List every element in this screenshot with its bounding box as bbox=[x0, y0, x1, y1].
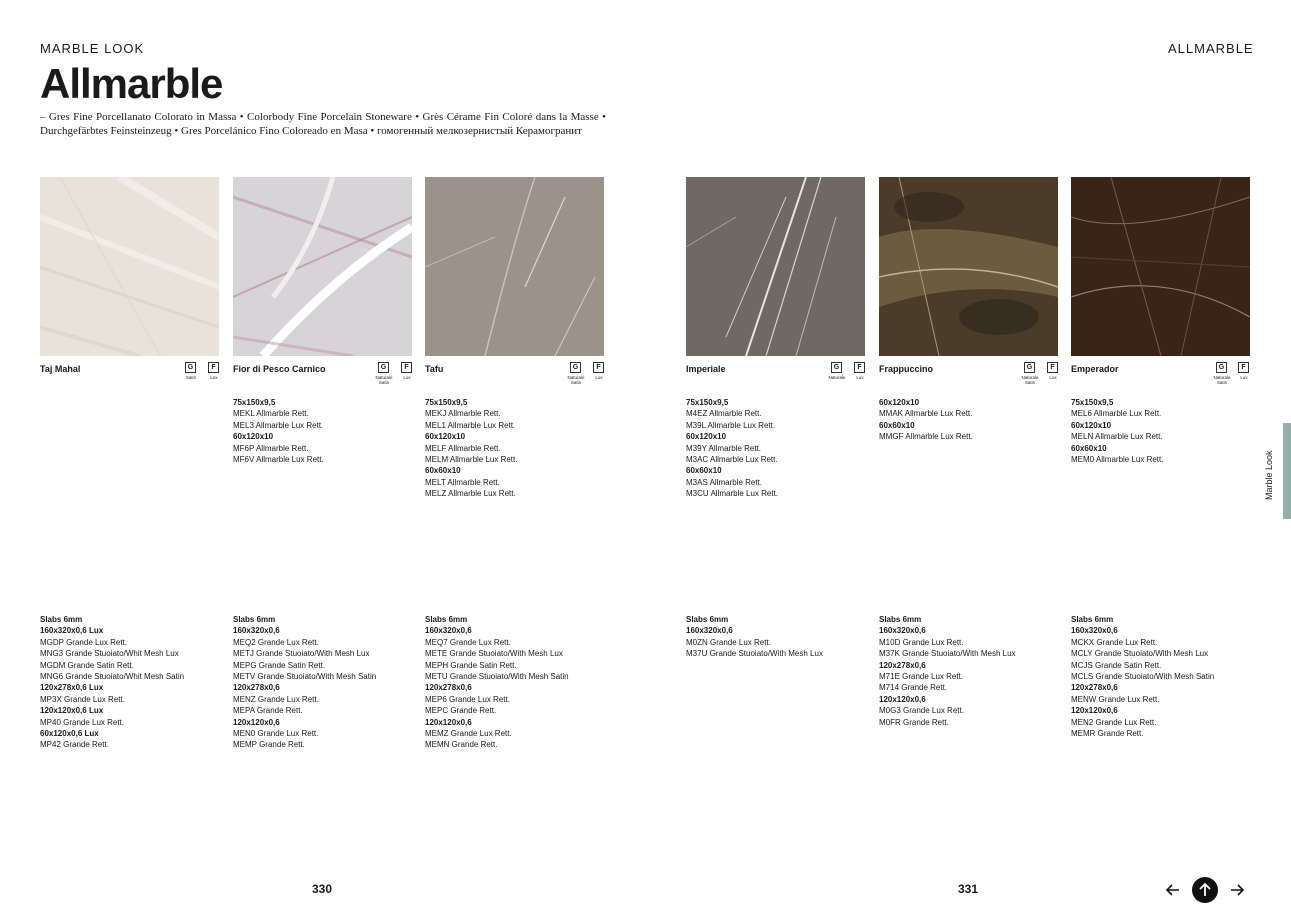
finish-badge-f: F bbox=[1238, 362, 1249, 373]
product-code-line: MENZ Grande Lux Rett. bbox=[233, 694, 319, 704]
formats-list bbox=[686, 397, 778, 500]
page-number-left: 330 bbox=[312, 882, 333, 896]
arrow-up-icon[interactable] bbox=[1192, 877, 1218, 903]
format-size-heading: 160x320x0,6 Lux bbox=[40, 626, 104, 636]
product-code-line: MELZ Allmarble Lux Rett. bbox=[425, 489, 516, 499]
product-code-line: M10D Grande Lux Rett. bbox=[879, 637, 964, 647]
product-code-line: M0FR Grande Rett. bbox=[879, 717, 949, 727]
finish-badge-g: G bbox=[1024, 362, 1035, 373]
product-code-line: METU Grande Stuoiato/With Mesh Satin bbox=[425, 672, 569, 682]
slabs-list bbox=[686, 614, 823, 660]
product-code-line: MEN0 Grande Lux Rett. bbox=[233, 729, 319, 739]
product-code-line: M37K Grande Stuoiato/With Mesh Lux bbox=[879, 649, 1016, 659]
finish-caption: Satin bbox=[185, 375, 197, 380]
finish-caption: Lux bbox=[1240, 375, 1248, 380]
finish-caption: Lux bbox=[403, 375, 411, 380]
finish-badge-g: G bbox=[185, 362, 196, 373]
finish-badge-g: G bbox=[378, 362, 389, 373]
format-size-heading: 75x150x9,5 bbox=[1071, 398, 1114, 407]
product-code-line: M3AS Allmarble Rett. bbox=[686, 477, 763, 487]
format-size-heading: 160x320x0,6 bbox=[879, 626, 926, 636]
format-size-heading: Slabs 6mm bbox=[879, 615, 922, 624]
product-code-line: M0G3 Grande Lux Rett. bbox=[879, 706, 964, 716]
format-size-heading: 60x120x10 bbox=[425, 432, 466, 442]
collection-label: ALLMARBLE bbox=[1168, 41, 1254, 56]
product-code-line: MEMN Grande Rett. bbox=[425, 740, 498, 750]
product-code-line: MCLS Grande Stuoiato/With Mesh Satin bbox=[1071, 672, 1215, 682]
finish-badge-f: F bbox=[208, 362, 219, 373]
product-name: Emperador bbox=[1071, 364, 1119, 374]
finish-caption: Naturale bbox=[828, 375, 846, 380]
product-code-line: MMGF Allmarble Lux Rett. bbox=[879, 432, 973, 442]
product-name: Taj Mahal bbox=[40, 364, 81, 374]
page-number-right: 331 bbox=[958, 882, 979, 896]
product-code-line: M3CU Allmarble Lux Rett. bbox=[686, 489, 779, 499]
product-code-line: MMAK Allmarble Lux Rett. bbox=[879, 409, 973, 419]
product-code-line: MELM Allmarble Lux Rett. bbox=[425, 455, 518, 465]
format-size-heading: 120x278x0,6 bbox=[425, 683, 472, 693]
format-size-heading: 60x60x10 bbox=[1071, 443, 1107, 453]
product-code-line: M39Y Allmarble Rett. bbox=[686, 443, 761, 453]
finish-caption: Naturale Satin bbox=[1021, 375, 1039, 385]
product-code-line: MP42 Grande Rett. bbox=[40, 740, 109, 750]
product-code-line: METV Grande Stuoiato/With Mesh Satin bbox=[233, 672, 377, 682]
format-size-heading: Slabs 6mm bbox=[425, 615, 468, 624]
arrow-right-icon[interactable] bbox=[1224, 877, 1250, 903]
product-code-line: MEN2 Grande Lux Rett. bbox=[1071, 717, 1157, 727]
format-size-heading: 160x320x0,6 bbox=[1071, 626, 1118, 636]
product-code-line: M4EZ Allmarble Rett. bbox=[686, 409, 762, 419]
product-code-line: MENW Grande Lux Rett. bbox=[1071, 694, 1160, 704]
product-code-line: MF6V Allmarble Lux Rett. bbox=[233, 455, 324, 465]
product-code-line: MEKJ Allmarble Rett. bbox=[425, 409, 501, 419]
product-code-line: MEM0 Allmarble Lux Rett. bbox=[1071, 455, 1164, 465]
product-code-line: MELN Allmarble Lux Rett. bbox=[1071, 432, 1163, 442]
product-code-line: MEKL Allmarble Rett. bbox=[233, 409, 309, 419]
slabs-list bbox=[40, 614, 184, 751]
product-code-line: MCKX Grande Lux Rett. bbox=[1071, 637, 1158, 647]
format-size-heading: 60x120x0,6 Lux bbox=[40, 729, 99, 739]
finish-caption: Naturale Satin bbox=[567, 375, 585, 385]
format-size-heading: 75x150x9,5 bbox=[233, 398, 276, 407]
format-size-heading: 120x120x0,6 bbox=[1071, 706, 1118, 716]
finish-caption: Lux bbox=[1049, 375, 1057, 380]
format-size-heading: 160x320x0,6 bbox=[425, 626, 472, 636]
product-code-line: MNG6 Grande Stuoiato/Whit Mesh Satin bbox=[40, 672, 185, 682]
formats-list bbox=[233, 397, 324, 465]
slabs-list bbox=[879, 614, 1016, 728]
format-size-heading: 120x120x0,6 Lux bbox=[40, 706, 104, 716]
product-code-line: M39L Allmarble Lux Rett. bbox=[686, 420, 776, 430]
finish-badge-f: F bbox=[1047, 362, 1058, 373]
format-size-heading: Slabs 6mm bbox=[1071, 615, 1114, 624]
slabs-list bbox=[233, 614, 376, 751]
finish-badge-f: F bbox=[854, 362, 865, 373]
formats-list bbox=[879, 397, 973, 443]
product-code-line: MEP6 Grande Lux Rett. bbox=[425, 694, 510, 704]
arrow-left-icon[interactable] bbox=[1160, 877, 1186, 903]
format-size-heading: 120x278x0,6 bbox=[879, 660, 926, 670]
finish-caption: Naturale Satin bbox=[375, 375, 393, 385]
finish-caption: Lux bbox=[595, 375, 603, 380]
format-size-heading: 75x150x9,5 bbox=[425, 398, 468, 407]
product-code-line: M71E Grande Lux Rett. bbox=[879, 672, 964, 682]
formats-list bbox=[425, 397, 517, 500]
product-code-line: MGDM Grande Satin Rett. bbox=[40, 660, 134, 670]
product-code-line: MEPC Grande Rett. bbox=[425, 706, 497, 716]
finish-caption: Naturale Satin bbox=[1213, 375, 1231, 385]
finish-caption: Lux bbox=[856, 375, 864, 380]
format-size-heading: 120x278x0,6 Lux bbox=[40, 683, 104, 693]
format-size-heading: 60x120x10 bbox=[1071, 420, 1112, 430]
product-code-line: MEQ7 Grande Lux Rett. bbox=[425, 637, 511, 647]
product-code-line: MELT Allmarble Rett. bbox=[425, 477, 500, 487]
product-code-line: M714 Grande Rett. bbox=[879, 683, 948, 693]
product-code-line: MEPH Grande Satin Rett. bbox=[425, 660, 517, 670]
product-code-line: METJ Grande Stuoiato/With Mesh Lux bbox=[233, 649, 370, 659]
product-code-line: M3AC Allmarble Lux Rett. bbox=[686, 455, 778, 465]
tile-emperador bbox=[1071, 177, 1250, 356]
finish-badge-g: G bbox=[1216, 362, 1227, 373]
subtitle: – Gres Fine Porcellanato Colorato in Massa • Colorbody Fine Porcelain Stoneware • Grès Cérame Fin Coloré dans la Masse • Durchgefärbtes Feinsteinzeug • Gres Porcelánico Fino Coloreado en Masa • гомогенный мелкозернистый Керамогранит bbox=[40, 111, 606, 137]
tile-frappuccino bbox=[879, 177, 1058, 356]
slabs-list bbox=[1071, 614, 1214, 739]
format-size-heading: 60x60x10 bbox=[425, 466, 461, 476]
finish-badge-g: G bbox=[570, 362, 581, 373]
product-code-line: M0ZN Grande Lux Rett. bbox=[686, 637, 771, 647]
slabs-list bbox=[425, 614, 569, 751]
format-size-heading: Slabs 6mm bbox=[40, 615, 83, 624]
product-code-line: MCLY Grande Stuoiato/With Mesh Lux bbox=[1071, 649, 1209, 659]
finish-badge-g: G bbox=[831, 362, 842, 373]
product-name: Fior di Pesco Carnico bbox=[233, 364, 326, 374]
product-code-line: MEMZ Grande Lux Rett. bbox=[425, 729, 512, 739]
product-code-line: MGDP Grande Lux Rett. bbox=[40, 637, 127, 647]
category-label: MARBLE LOOK bbox=[40, 41, 145, 56]
finish-badge-f: F bbox=[593, 362, 604, 373]
product-name: Tafu bbox=[425, 364, 444, 374]
product-code-line: M37U Grande Stuoiato/With Mesh Lux bbox=[686, 649, 823, 659]
format-size-heading: 120x278x0,6 bbox=[1071, 683, 1118, 693]
tile-imperiale bbox=[686, 177, 865, 356]
product-name: Frappuccino bbox=[879, 364, 934, 374]
format-size-heading: 160x320x0,6 bbox=[233, 626, 280, 636]
product-code-line: MEPA Grande Rett. bbox=[233, 706, 303, 716]
format-size-heading: 120x278x0,6 bbox=[233, 683, 280, 693]
format-size-heading: 120x120x0,6 bbox=[879, 694, 926, 704]
formats-list bbox=[1071, 397, 1163, 465]
format-size-heading: 60x120x10 bbox=[879, 398, 920, 407]
page-title: Allmarble bbox=[40, 60, 223, 107]
format-size-heading: 60x120x10 bbox=[686, 432, 727, 442]
side-tab-marker bbox=[1283, 423, 1291, 519]
format-size-heading: 120x120x0,6 bbox=[425, 717, 472, 727]
product-code-line: MP3X Grande Lux Rett. bbox=[40, 694, 125, 704]
product-code-line: MEMR Grande Rett. bbox=[1071, 729, 1144, 739]
format-size-heading: 120x120x0,6 bbox=[233, 717, 280, 727]
product-code-line: MEL6 Allmarble Lux Rett. bbox=[1071, 409, 1162, 419]
product-code-line: MCJS Grande Satin Rett. bbox=[1071, 660, 1162, 670]
format-size-heading: 60x60x10 bbox=[686, 466, 722, 476]
product-name: Imperiale bbox=[686, 364, 726, 374]
format-size-heading: 60x120x10 bbox=[233, 432, 274, 442]
format-size-heading: 60x60x10 bbox=[879, 420, 915, 430]
tile-tafu bbox=[425, 177, 604, 356]
product-code-line: METE Grande Stuoiato/With Mesh Lux bbox=[425, 649, 563, 659]
format-size-heading: Slabs 6mm bbox=[233, 615, 276, 624]
product-code-line: MEMP Grande Rett. bbox=[233, 740, 305, 750]
tile-taj-mahal bbox=[40, 177, 219, 356]
product-code-line: MEL1 Allmarble Lux Rett. bbox=[425, 420, 516, 430]
finish-badge-f: F bbox=[401, 362, 412, 373]
finish-caption: Lux bbox=[210, 375, 218, 380]
format-size-heading: 75x150x9,5 bbox=[686, 398, 729, 407]
format-size-heading: Slabs 6mm bbox=[686, 615, 729, 624]
tile-fior-di-pesco-carnico bbox=[233, 177, 412, 356]
product-code-line: MF6P Allmarble Rett. bbox=[233, 443, 309, 453]
product-code-line: MEPG Grande Satin Rett. bbox=[233, 660, 326, 670]
product-code-line: MP40 Grande Lux Rett. bbox=[40, 717, 125, 727]
product-code-line: MELF Allmarble Rett. bbox=[425, 443, 501, 453]
product-code-line: MNG3 Grande Stuoiato/Whit Mesh Lux bbox=[40, 649, 179, 659]
product-code-line: MEL3 Allmarble Lux Rett. bbox=[233, 420, 324, 430]
side-tab-label: Marble Look bbox=[1264, 450, 1274, 500]
format-size-heading: 160x320x0,6 bbox=[686, 626, 733, 636]
product-code-line: MEQ2 Grande Lux Rett. bbox=[233, 637, 319, 647]
